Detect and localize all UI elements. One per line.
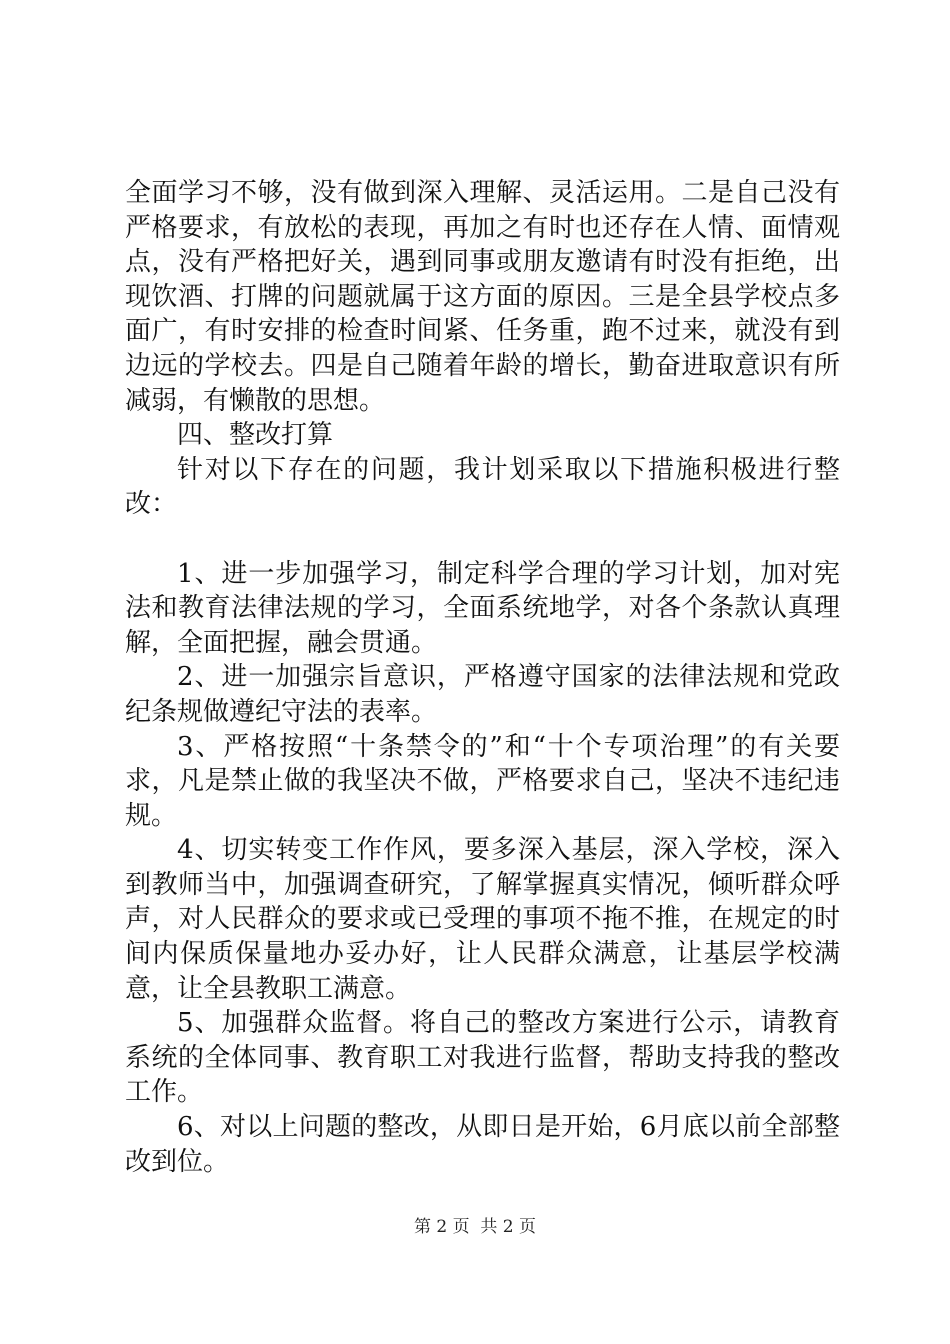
list-item-measure-2: 2、进一加强宗旨意识，严格遵守国家的法律法规和党政纪条规做遵纪守法的表率。 (125, 662, 840, 727)
section-heading-rectification-plan: 四、整改打算 (177, 420, 334, 451)
page-footer (0, 1216, 950, 1238)
paragraph-spacer (125, 522, 840, 557)
page-number-label: 第 2 页 共 2 页 (413, 1217, 537, 1237)
list-item-measure-3: 3、严格按照“十条禁令的”和“十个专项治理”的有关要求，凡是禁止做的我坚决不做，严格要求自己，坚决不违纪违规。 (125, 731, 840, 831)
list-item-measure-1: 1、进一步加强学习，制定科学合理的学习计划，加对宪法和教育法律法规的学习，全面系统地学，对各个条款认真理解，全面把握，融会贯通。 (125, 558, 840, 658)
list-item-measure-6: 6、对以上问题的整改，从即日是开始，6月底以前全部整改到位。 (125, 1112, 840, 1177)
document-body (125, 176, 840, 1179)
paragraph-analysis-continued: 全面学习不够，没有做到深入理解、灵活运用。二是自己没有严格要求，有放松的表现，再加之有时也还存在人情、面情观点，没有严格把好关，遇到同事或朋友邀请有时没有拒绝，出现饮酒、打牌的问题就属于这方面的原因。三是全县学校点多面广，有时安排的检查时间紧、任务重，跑不过来，就没有到边远的学校去。四是自己随着年龄的增长，勤奋进取意识有所减弱，有懒散的思想。 (125, 178, 840, 416)
list-item-measure-4: 4、切实转变工作作风，要多深入基层，深入学校，深入到教师当中，加强调查研究，了解掌握真实情况，倾听群众呼声，对人民群众的要求或已受理的事项不拖不推，在规定的时间内保质保量地办妥办好，让人民群众满意，让基层学校满意，让全县教职工满意。 (125, 835, 840, 1004)
list-item-measure-5: 5、加强群众监督。将自己的整改方案进行公示，请教育系统的全体同事、教育职工对我进行监督，帮助支持我的整改工作。 (125, 1008, 840, 1108)
paragraph-intro-measures: 针对以下存在的问题，我计划采取以下措施积极进行整改： (125, 454, 840, 520)
